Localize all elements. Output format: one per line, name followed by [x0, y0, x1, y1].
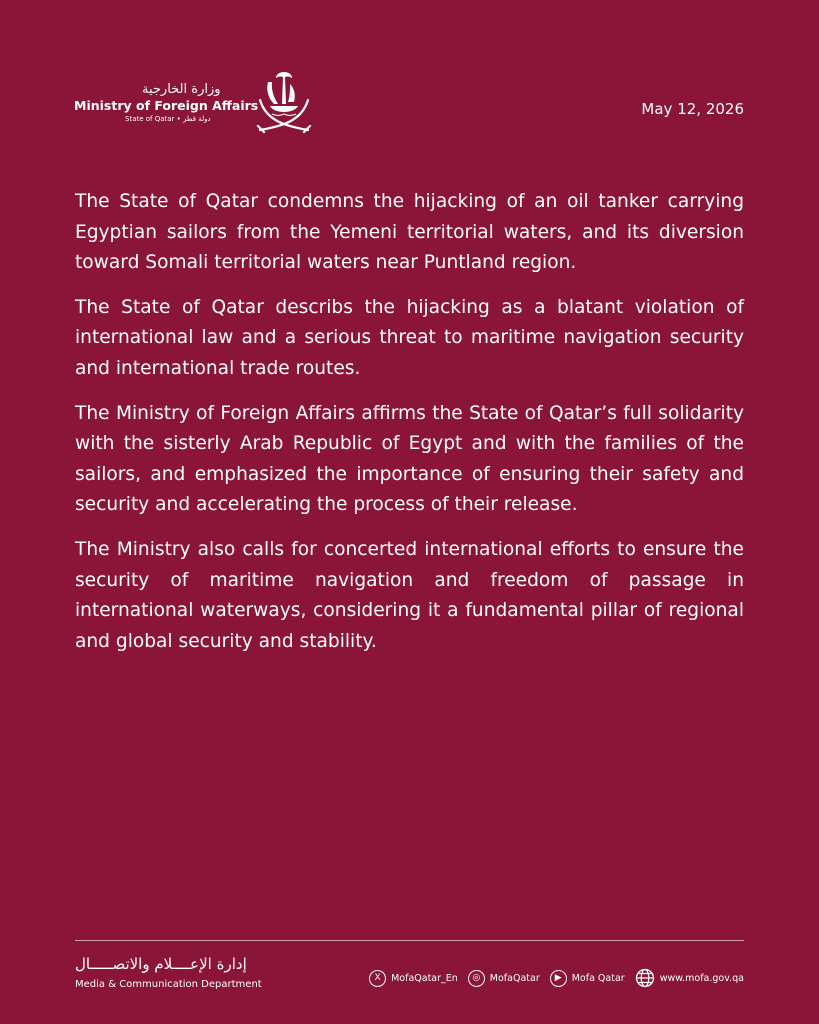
- department-english: Media & Communication Department: [75, 979, 262, 990]
- department-arabic: إدارة الإعــــلام والاتصـــــال: [75, 955, 247, 973]
- social-link-youtube[interactable]: [550, 970, 625, 987]
- statement-body: [75, 187, 744, 671]
- ministry-logo-text: [74, 82, 259, 124]
- social-label: www.mofa.gov.qa: [659, 972, 744, 984]
- social-link-website[interactable]: [635, 968, 744, 988]
- paragraph: The Ministry also calls for concerted international efforts to ensure the security of maritime navigation and freedom of passage in international waterways, considering it a fundamental pillar of regional and global security and stability.: [75, 538, 744, 652]
- paragraph: The Ministry of Foreign Affairs affirms the State of Qatar’s full solidarity with the sisterly Arab Republic of Egypt and with the families of the sailors, and emphasized the importance of ensuring their safety and security and accelerating the process of their release.: [75, 402, 744, 516]
- social-label: Mofa Qatar: [571, 972, 625, 984]
- social-label: MofaQatar: [489, 972, 540, 984]
- footer-divider: [75, 940, 744, 941]
- globe-icon: [635, 968, 655, 988]
- social-links: [369, 968, 744, 988]
- logo-subtitle: State of Qatar • دولة قطر: [125, 115, 211, 123]
- qatar-emblem-icon: [254, 64, 314, 134]
- instagram-icon: ◎: [468, 970, 485, 987]
- logo-arabic: وزارة الخارجية: [142, 82, 221, 97]
- social-label: MofaQatar_En: [391, 972, 458, 984]
- x-icon: X: [369, 970, 386, 987]
- social-link-instagram[interactable]: [468, 970, 540, 987]
- social-link-x[interactable]: [369, 970, 458, 987]
- footer: [75, 952, 744, 1002]
- header: [74, 62, 744, 137]
- paragraph: The State of Qatar describs the hijacking as a blatant violation of international law and a serious threat to maritime navigation security and international trade routes.: [75, 296, 744, 379]
- youtube-icon: ▶: [550, 970, 567, 987]
- paragraph: The State of Qatar condemns the hijacking of an oil tanker carrying Egyptian sailors from the Yemeni territorial waters, and its diversion toward Somali territorial waters near Puntland region.: [75, 191, 744, 274]
- department-block: [75, 954, 270, 992]
- logo-english: Ministry of Foreign Affairs: [74, 98, 259, 113]
- statement-date: May 12, 2026: [641, 100, 744, 118]
